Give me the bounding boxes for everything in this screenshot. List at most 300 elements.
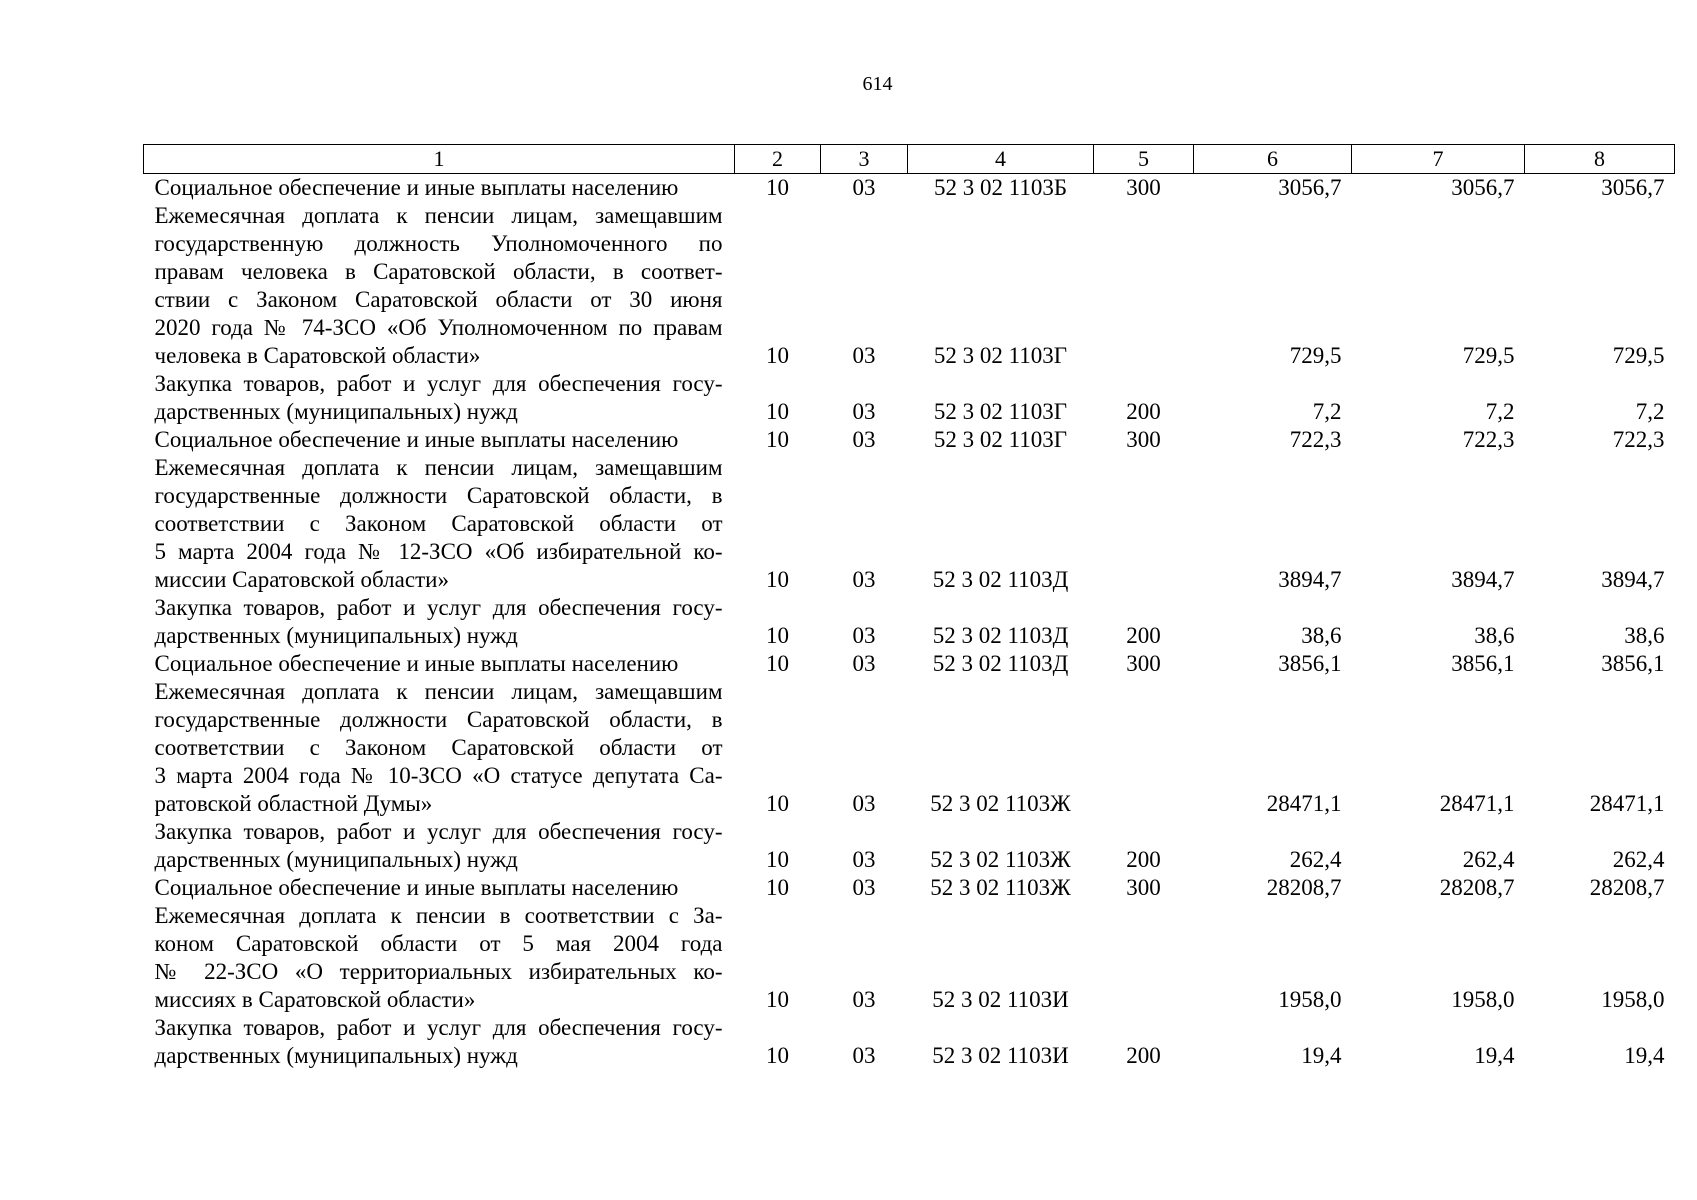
cell-subsection: 03 <box>852 427 876 452</box>
table-row <box>144 314 1675 342</box>
table-row <box>144 622 1675 650</box>
cell-name: соответствии с Законом Саратовской области от <box>154 735 723 760</box>
cell-target-article: 52 3 02 1103Д <box>932 651 1069 676</box>
cell-subsection <box>821 762 908 790</box>
cell-name: 3 марта 2004 года № 10-ЗСО «О статусе депутата Са- <box>154 763 723 788</box>
cell-amount-col-8 <box>1525 230 1675 258</box>
cell-amount-col-6: 3856,1 <box>1278 651 1342 676</box>
cell-section <box>735 454 821 482</box>
cell-target-article: 52 3 02 1103Б <box>933 175 1068 200</box>
cell-amount-col-7 <box>1352 706 1525 734</box>
cell-subsection <box>821 454 908 482</box>
table-row <box>144 734 1675 762</box>
table-row <box>144 454 1675 482</box>
cell-target-article <box>908 762 1094 790</box>
cell-amount-col-8 <box>1525 678 1675 706</box>
cell-expense-type <box>1094 370 1194 398</box>
cell-expense-type <box>1094 230 1194 258</box>
cell-section <box>735 202 821 230</box>
table-body <box>144 174 1675 1071</box>
table-row <box>144 482 1675 510</box>
cell-expense-type <box>1094 538 1194 566</box>
cell-amount-col-6 <box>1194 230 1352 258</box>
cell-amount-col-7 <box>1352 510 1525 538</box>
cell-name: дарственных (муниципальных) нужд <box>154 1043 518 1068</box>
cell-subsection <box>821 930 908 958</box>
cell-subsection <box>821 734 908 762</box>
cell-section: 10 <box>766 399 789 424</box>
cell-amount-col-6 <box>1194 678 1352 706</box>
header-row <box>144 145 1675 174</box>
table-row <box>144 790 1675 818</box>
cell-section <box>735 230 821 258</box>
cell-target-article <box>908 930 1094 958</box>
table-row <box>144 706 1675 734</box>
cell-expense-type: 300 <box>1126 427 1161 452</box>
cell-subsection <box>821 678 908 706</box>
cell-amount-col-8 <box>1525 706 1675 734</box>
cell-expense-type <box>1094 1014 1194 1042</box>
cell-amount-col-7: 262,4 <box>1462 847 1515 872</box>
cell-amount-col-7: 3856,1 <box>1451 651 1515 676</box>
cell-target-article <box>908 902 1094 930</box>
cell-amount-col-6 <box>1194 706 1352 734</box>
cell-amount-col-6 <box>1194 314 1352 342</box>
budget-table <box>143 144 1675 1070</box>
table-row <box>144 930 1675 958</box>
table-row <box>144 174 1675 203</box>
table-row <box>144 986 1675 1014</box>
cell-expense-type <box>1094 286 1194 314</box>
cell-expense-type <box>1094 454 1194 482</box>
table-row <box>144 258 1675 286</box>
cell-amount-col-6 <box>1194 818 1352 846</box>
cell-amount-col-6: 19,4 <box>1301 1043 1342 1068</box>
table-row <box>144 874 1675 902</box>
cell-expense-type <box>1094 594 1194 622</box>
cell-section <box>735 958 821 986</box>
cell-section <box>735 902 821 930</box>
table-row <box>144 650 1675 678</box>
cell-expense-type <box>1094 790 1194 818</box>
cell-amount-col-6: 38,6 <box>1301 623 1342 648</box>
table-row <box>144 818 1675 846</box>
cell-name: Ежемесячная доплата к пенсии лицам, замещавшим <box>154 203 723 228</box>
cell-name: Социальное обеспечение и иные выплаты населению <box>154 427 679 452</box>
cell-expense-type: 300 <box>1126 651 1161 676</box>
cell-section: 10 <box>766 987 789 1012</box>
cell-name: коном Саратовской области от 5 мая 2004 года <box>154 931 723 956</box>
cell-target-article <box>908 734 1094 762</box>
cell-section <box>735 734 821 762</box>
cell-name: государственные должности Саратовской области, в <box>154 707 723 732</box>
cell-target-article: 52 3 02 1103Ж <box>930 847 1071 872</box>
cell-amount-col-6 <box>1194 538 1352 566</box>
cell-name: Социальное обеспечение и иные выплаты населению <box>154 651 679 676</box>
table-row <box>144 958 1675 986</box>
cell-section: 10 <box>766 651 789 676</box>
cell-name: Закупка товаров, работ и услуг для обеспечения госу- <box>154 819 723 844</box>
cell-name: Закупка товаров, работ и услуг для обеспечения госу- <box>154 1015 723 1040</box>
cell-expense-type <box>1094 482 1194 510</box>
cell-target-article: 52 3 02 1103Ж <box>930 875 1071 900</box>
cell-amount-col-7 <box>1352 538 1525 566</box>
cell-subsection: 03 <box>852 791 876 816</box>
cell-subsection: 03 <box>852 987 876 1012</box>
cell-expense-type: 200 <box>1126 399 1161 424</box>
cell-amount-col-7: 38,6 <box>1474 623 1515 648</box>
cell-target-article <box>908 482 1094 510</box>
header-col-4: 4 <box>908 145 1094 174</box>
cell-amount-col-7 <box>1352 958 1525 986</box>
cell-amount-col-7 <box>1352 930 1525 958</box>
cell-amount-col-8: 722,3 <box>1612 427 1665 452</box>
cell-subsection: 03 <box>852 399 876 424</box>
cell-subsection: 03 <box>852 343 876 368</box>
cell-section <box>735 930 821 958</box>
table-row <box>144 398 1675 426</box>
cell-amount-col-6 <box>1194 258 1352 286</box>
cell-amount-col-8 <box>1525 482 1675 510</box>
cell-section <box>735 762 821 790</box>
cell-amount-col-6: 3894,7 <box>1278 567 1342 592</box>
cell-amount-col-8 <box>1525 258 1675 286</box>
cell-name: дарственных (муниципальных) нужд <box>154 847 518 872</box>
cell-subsection <box>821 818 908 846</box>
cell-name: соответствии с Законом Саратовской области от <box>154 511 723 536</box>
cell-section <box>735 482 821 510</box>
cell-expense-type <box>1094 762 1194 790</box>
table-row <box>144 594 1675 622</box>
cell-section <box>735 258 821 286</box>
cell-name: Ежемесячная доплата к пенсии в соответствии с За- <box>154 903 723 928</box>
cell-amount-col-6: 262,4 <box>1289 847 1342 872</box>
cell-section: 10 <box>766 567 789 592</box>
cell-section <box>735 538 821 566</box>
cell-amount-col-7 <box>1352 1014 1525 1042</box>
header-col-1: 1 <box>144 145 735 174</box>
cell-expense-type <box>1094 706 1194 734</box>
cell-amount-col-7 <box>1352 762 1525 790</box>
cell-amount-col-8: 1958,0 <box>1601 987 1665 1012</box>
header-col-2: 2 <box>735 145 821 174</box>
cell-amount-col-8: 262,4 <box>1612 847 1665 872</box>
cell-amount-col-8: 28208,7 <box>1589 875 1665 900</box>
cell-expense-type <box>1094 258 1194 286</box>
cell-amount-col-8: 3056,7 <box>1601 175 1665 200</box>
cell-expense-type <box>1094 902 1194 930</box>
cell-expense-type: 200 <box>1126 847 1161 872</box>
cell-amount-col-6: 729,5 <box>1289 343 1342 368</box>
cell-target-article <box>908 594 1094 622</box>
cell-section: 10 <box>766 875 789 900</box>
table-row <box>144 846 1675 874</box>
cell-expense-type: 300 <box>1126 175 1161 200</box>
cell-target-article: 52 3 02 1103Д <box>932 567 1069 592</box>
cell-name: государственную должность Уполномоченного по <box>154 231 723 256</box>
table-row <box>144 230 1675 258</box>
cell-amount-col-7: 28208,7 <box>1439 875 1515 900</box>
cell-amount-col-8: 3894,7 <box>1601 567 1665 592</box>
cell-target-article: 52 3 02 1103Г <box>933 427 1068 452</box>
cell-amount-col-8 <box>1525 510 1675 538</box>
cell-name: миссии Саратовской области» <box>154 567 449 592</box>
cell-amount-col-7 <box>1352 678 1525 706</box>
cell-section <box>735 594 821 622</box>
cell-expense-type <box>1094 510 1194 538</box>
cell-subsection <box>821 902 908 930</box>
cell-subsection <box>821 286 908 314</box>
cell-name: № 22-ЗСО «О территориальных избирательных ко- <box>154 959 723 984</box>
cell-subsection <box>821 314 908 342</box>
cell-expense-type <box>1094 930 1194 958</box>
cell-amount-col-8 <box>1525 538 1675 566</box>
cell-amount-col-6 <box>1194 734 1352 762</box>
cell-amount-col-8 <box>1525 286 1675 314</box>
cell-section <box>735 1014 821 1042</box>
cell-amount-col-7 <box>1352 202 1525 230</box>
cell-subsection <box>821 258 908 286</box>
page-number: 614 <box>862 73 893 95</box>
cell-target-article <box>908 202 1094 230</box>
cell-target-article: 52 3 02 1103Г <box>933 399 1068 424</box>
cell-name: Ежемесячная доплата к пенсии лицам, замещавшим <box>154 679 723 704</box>
cell-amount-col-8 <box>1525 370 1675 398</box>
cell-target-article <box>908 818 1094 846</box>
cell-name: человека в Саратовской области» <box>154 343 481 368</box>
cell-subsection <box>821 370 908 398</box>
cell-section: 10 <box>766 175 789 200</box>
cell-target-article: 52 3 02 1103И <box>932 1043 1069 1068</box>
cell-amount-col-7: 19,4 <box>1474 1043 1515 1068</box>
cell-amount-col-6 <box>1194 482 1352 510</box>
cell-name: Социальное обеспечение и иные выплаты населению <box>154 875 679 900</box>
cell-expense-type: 200 <box>1126 623 1161 648</box>
cell-amount-col-7 <box>1352 482 1525 510</box>
cell-amount-col-7: 7,2 <box>1485 399 1515 424</box>
cell-name: миссиях в Саратовской области» <box>154 987 476 1012</box>
cell-amount-col-7 <box>1352 286 1525 314</box>
cell-amount-col-6: 28471,1 <box>1266 791 1342 816</box>
table-row <box>144 902 1675 930</box>
cell-subsection: 03 <box>852 1043 876 1068</box>
cell-amount-col-8 <box>1525 958 1675 986</box>
table-row <box>144 538 1675 566</box>
cell-name: правам человека в Саратовской области, в соответ- <box>154 259 723 284</box>
cell-amount-col-8 <box>1525 902 1675 930</box>
cell-target-article <box>908 454 1094 482</box>
cell-section <box>735 510 821 538</box>
cell-target-article <box>908 958 1094 986</box>
cell-section <box>735 314 821 342</box>
cell-name: 2020 года № 74-ЗСО «Об Уполномоченном по правам <box>154 315 723 340</box>
table-header <box>144 145 1675 174</box>
cell-amount-col-6: 28208,7 <box>1266 875 1342 900</box>
cell-amount-col-7 <box>1352 818 1525 846</box>
cell-amount-col-8 <box>1525 818 1675 846</box>
cell-section: 10 <box>766 847 789 872</box>
cell-amount-col-7 <box>1352 314 1525 342</box>
cell-subsection <box>821 958 908 986</box>
cell-amount-col-7 <box>1352 258 1525 286</box>
table-row <box>144 566 1675 594</box>
cell-expense-type <box>1094 342 1194 370</box>
table-row <box>144 202 1675 230</box>
cell-amount-col-8 <box>1525 1014 1675 1042</box>
cell-amount-col-8 <box>1525 762 1675 790</box>
cell-section: 10 <box>766 343 789 368</box>
cell-amount-col-8 <box>1525 594 1675 622</box>
cell-section <box>735 678 821 706</box>
cell-section: 10 <box>766 791 789 816</box>
table-row <box>144 510 1675 538</box>
cell-amount-col-7: 3894,7 <box>1451 567 1515 592</box>
cell-section <box>735 370 821 398</box>
cell-subsection <box>821 230 908 258</box>
cell-amount-col-6: 1958,0 <box>1278 987 1342 1012</box>
cell-section: 10 <box>766 427 789 452</box>
cell-target-article: 52 3 02 1103И <box>932 987 1069 1012</box>
cell-amount-col-7: 3056,7 <box>1451 175 1515 200</box>
cell-amount-col-7 <box>1352 902 1525 930</box>
cell-section: 10 <box>766 623 789 648</box>
cell-amount-col-6 <box>1194 370 1352 398</box>
cell-amount-col-8: 28471,1 <box>1589 791 1665 816</box>
cell-target-article <box>908 258 1094 286</box>
cell-expense-type: 300 <box>1126 875 1161 900</box>
table-row <box>144 370 1675 398</box>
cell-target-article <box>908 678 1094 706</box>
cell-expense-type <box>1094 986 1194 1014</box>
cell-amount-col-8: 38,6 <box>1624 623 1665 648</box>
cell-amount-col-6: 722,3 <box>1289 427 1342 452</box>
cell-amount-col-8 <box>1525 734 1675 762</box>
cell-amount-col-6 <box>1194 1014 1352 1042</box>
cell-amount-col-6: 7,2 <box>1312 399 1342 424</box>
cell-amount-col-6 <box>1194 902 1352 930</box>
cell-amount-col-8: 3856,1 <box>1601 651 1665 676</box>
header-col-7: 7 <box>1352 145 1525 174</box>
header-col-8: 8 <box>1525 145 1675 174</box>
cell-amount-col-6 <box>1194 930 1352 958</box>
cell-target-article <box>908 370 1094 398</box>
cell-amount-col-7: 1958,0 <box>1451 987 1515 1012</box>
cell-amount-col-6 <box>1194 762 1352 790</box>
cell-section: 10 <box>766 1043 789 1068</box>
cell-amount-col-7 <box>1352 370 1525 398</box>
cell-amount-col-6 <box>1194 594 1352 622</box>
table-row <box>144 426 1675 454</box>
header-col-3: 3 <box>821 145 908 174</box>
cell-amount-col-7: 722,3 <box>1462 427 1515 452</box>
cell-amount-col-6 <box>1194 958 1352 986</box>
cell-expense-type <box>1094 958 1194 986</box>
cell-target-article <box>908 314 1094 342</box>
cell-target-article: 52 3 02 1103Д <box>932 623 1069 648</box>
table-row <box>144 1014 1675 1042</box>
cell-expense-type <box>1094 818 1194 846</box>
cell-amount-col-8: 729,5 <box>1612 343 1665 368</box>
cell-expense-type: 200 <box>1126 1043 1161 1068</box>
cell-subsection <box>821 1014 908 1042</box>
cell-name: Закупка товаров, работ и услуг для обеспечения госу- <box>154 371 723 396</box>
cell-amount-col-7 <box>1352 230 1525 258</box>
table-row <box>144 1042 1675 1070</box>
cell-target-article: 52 3 02 1103Г <box>933 343 1068 368</box>
cell-subsection: 03 <box>852 875 876 900</box>
table-row <box>144 762 1675 790</box>
cell-amount-col-8: 7,2 <box>1635 399 1665 424</box>
cell-target-article <box>908 706 1094 734</box>
cell-subsection <box>821 482 908 510</box>
cell-name: ствии с Законом Саратовской области от 30 июня <box>154 287 723 312</box>
cell-amount-col-8 <box>1525 314 1675 342</box>
cell-name: 5 марта 2004 года № 12-ЗСО «Об избирательной ко- <box>154 539 723 564</box>
cell-amount-col-7 <box>1352 734 1525 762</box>
cell-amount-col-7 <box>1352 594 1525 622</box>
table-row <box>144 286 1675 314</box>
cell-subsection <box>821 594 908 622</box>
cell-subsection: 03 <box>852 623 876 648</box>
cell-name: Социальное обеспечение и иные выплаты населению <box>154 175 679 200</box>
cell-subsection: 03 <box>852 651 876 676</box>
cell-amount-col-8: 19,4 <box>1624 1043 1665 1068</box>
cell-name: дарственных (муниципальных) нужд <box>154 399 518 424</box>
cell-subsection: 03 <box>852 175 876 200</box>
cell-amount-col-8 <box>1525 202 1675 230</box>
cell-subsection <box>821 706 908 734</box>
header-col-5: 5 <box>1094 145 1194 174</box>
cell-amount-col-6 <box>1194 286 1352 314</box>
cell-name: дарственных (муниципальных) нужд <box>154 623 518 648</box>
cell-target-article <box>908 230 1094 258</box>
cell-section <box>735 818 821 846</box>
cell-target-article: 52 3 02 1103Ж <box>930 791 1071 816</box>
cell-subsection <box>821 202 908 230</box>
cell-target-article <box>908 286 1094 314</box>
cell-amount-col-6 <box>1194 454 1352 482</box>
header-col-6: 6 <box>1194 145 1352 174</box>
cell-subsection <box>821 538 908 566</box>
cell-name: ратовской областной Думы» <box>154 791 433 816</box>
cell-expense-type <box>1094 734 1194 762</box>
cell-expense-type <box>1094 678 1194 706</box>
cell-section <box>735 286 821 314</box>
cell-target-article <box>908 538 1094 566</box>
cell-subsection: 03 <box>852 847 876 872</box>
table-row <box>144 342 1675 370</box>
cell-expense-type <box>1094 566 1194 594</box>
cell-name: Закупка товаров, работ и услуг для обеспечения госу- <box>154 595 723 620</box>
cell-amount-col-8 <box>1525 454 1675 482</box>
cell-name: Ежемесячная доплата к пенсии лицам, замещавшим <box>154 455 723 480</box>
cell-section <box>735 706 821 734</box>
cell-amount-col-7 <box>1352 454 1525 482</box>
cell-target-article <box>908 510 1094 538</box>
cell-amount-col-8 <box>1525 930 1675 958</box>
cell-expense-type <box>1094 202 1194 230</box>
cell-target-article <box>908 1014 1094 1042</box>
cell-amount-col-7: 729,5 <box>1462 343 1515 368</box>
cell-amount-col-6: 3056,7 <box>1278 175 1342 200</box>
cell-name: государственные должности Саратовской области, в <box>154 483 723 508</box>
cell-subsection <box>821 510 908 538</box>
table-row <box>144 678 1675 706</box>
cell-subsection: 03 <box>852 567 876 592</box>
cell-amount-col-6 <box>1194 202 1352 230</box>
cell-amount-col-7: 28471,1 <box>1439 791 1515 816</box>
cell-amount-col-6 <box>1194 510 1352 538</box>
